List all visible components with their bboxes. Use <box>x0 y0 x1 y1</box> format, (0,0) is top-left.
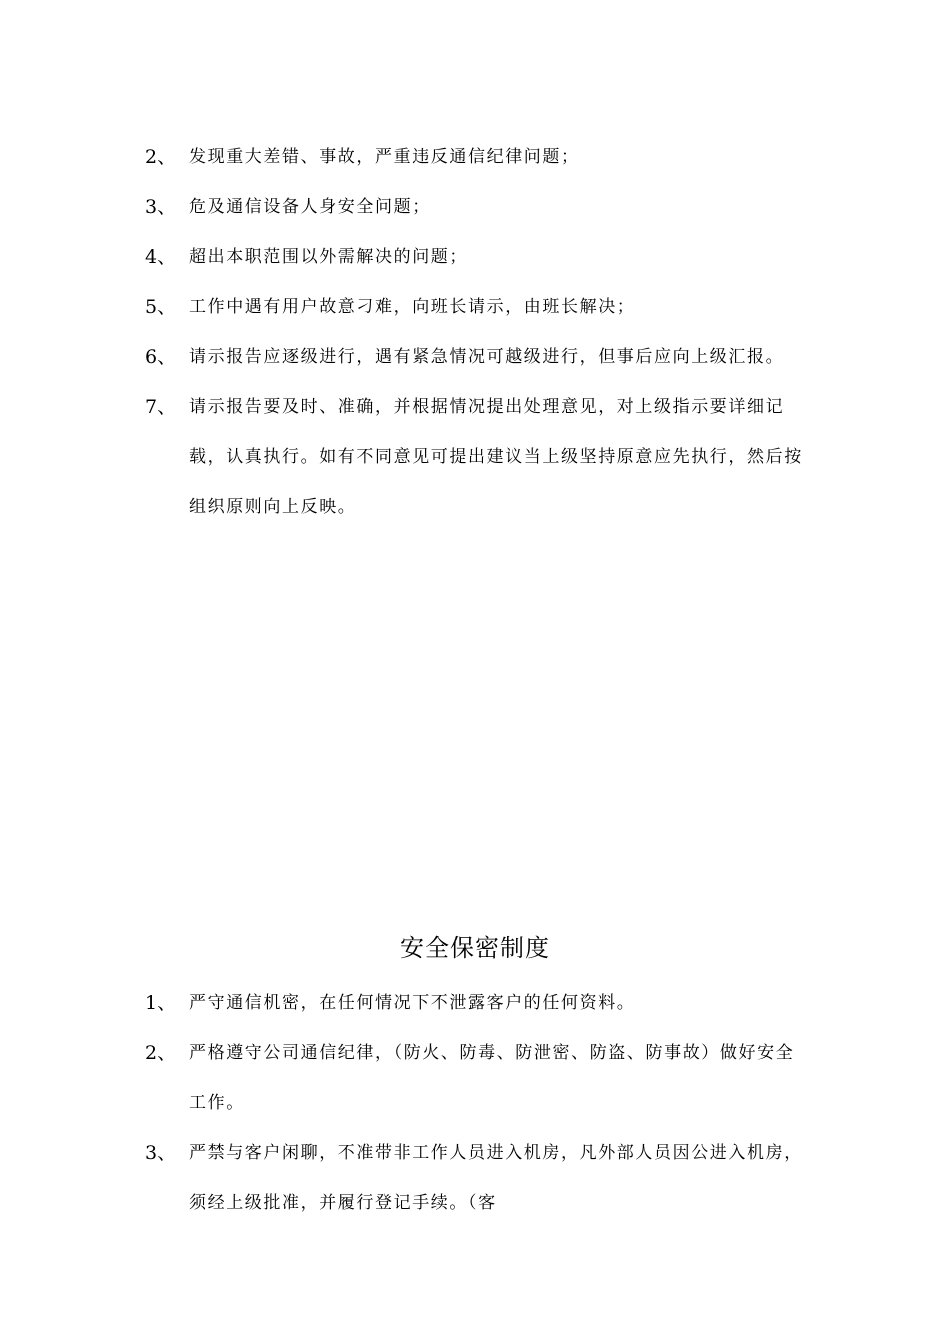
item-text: 严禁与客户闲聊，不准带非工作人员进入机房，凡外部人员因公进入机房，须经上级批准，并履行登记手续。（客 <box>189 1143 803 1213</box>
item-number: 4、 <box>145 246 177 268</box>
item-number: 2、 <box>145 1042 177 1064</box>
list-item <box>145 232 810 282</box>
item-text: 危及通信设备人身安全问题； <box>189 197 431 217</box>
procedure-list <box>145 132 810 532</box>
item-text: 请示报告要及时、准确，并根据情况提出处理意见，对上级指示要详细记载，认真执行。如有不同意见可提出建议当上级坚持原意应先执行，然后按组织原则向上反映。 <box>189 397 803 517</box>
item-number: 5、 <box>145 296 177 318</box>
section-title: 安全保密制度 <box>400 934 550 962</box>
item-number: 3、 <box>145 196 177 218</box>
item-text: 发现重大差错、事故，严重违反通信纪律问题； <box>189 147 580 167</box>
list-item <box>145 332 810 382</box>
list-item <box>145 132 810 182</box>
list-item <box>145 182 810 232</box>
list-item <box>145 1128 810 1228</box>
item-number: 6、 <box>145 346 177 368</box>
item-number: 3、 <box>145 1142 177 1164</box>
item-text: 超出本职范围以外需解决的问题； <box>189 247 468 267</box>
list-item <box>145 382 810 532</box>
item-text: 严守通信机密，在任何情况下不泄露客户的任何资料。 <box>189 993 636 1013</box>
list-item <box>145 978 810 1028</box>
item-number: 7、 <box>145 396 177 418</box>
list-item <box>145 1028 810 1128</box>
item-number: 1、 <box>145 992 177 1014</box>
item-text: 请示报告应逐级进行，遇有紧急情况可越级进行，但事后应向上级汇报。 <box>189 347 785 367</box>
list-item <box>145 282 810 332</box>
item-text: 工作中遇有用户故意刁难，向班长请示，由班长解决； <box>189 297 636 317</box>
item-number: 2、 <box>145 146 177 168</box>
item-text: 严格遵守公司通信纪律，（防火、防毒、防泄密、防盗、防事故）做好安全工作。 <box>189 1043 795 1113</box>
security-rules-list <box>145 978 810 1228</box>
